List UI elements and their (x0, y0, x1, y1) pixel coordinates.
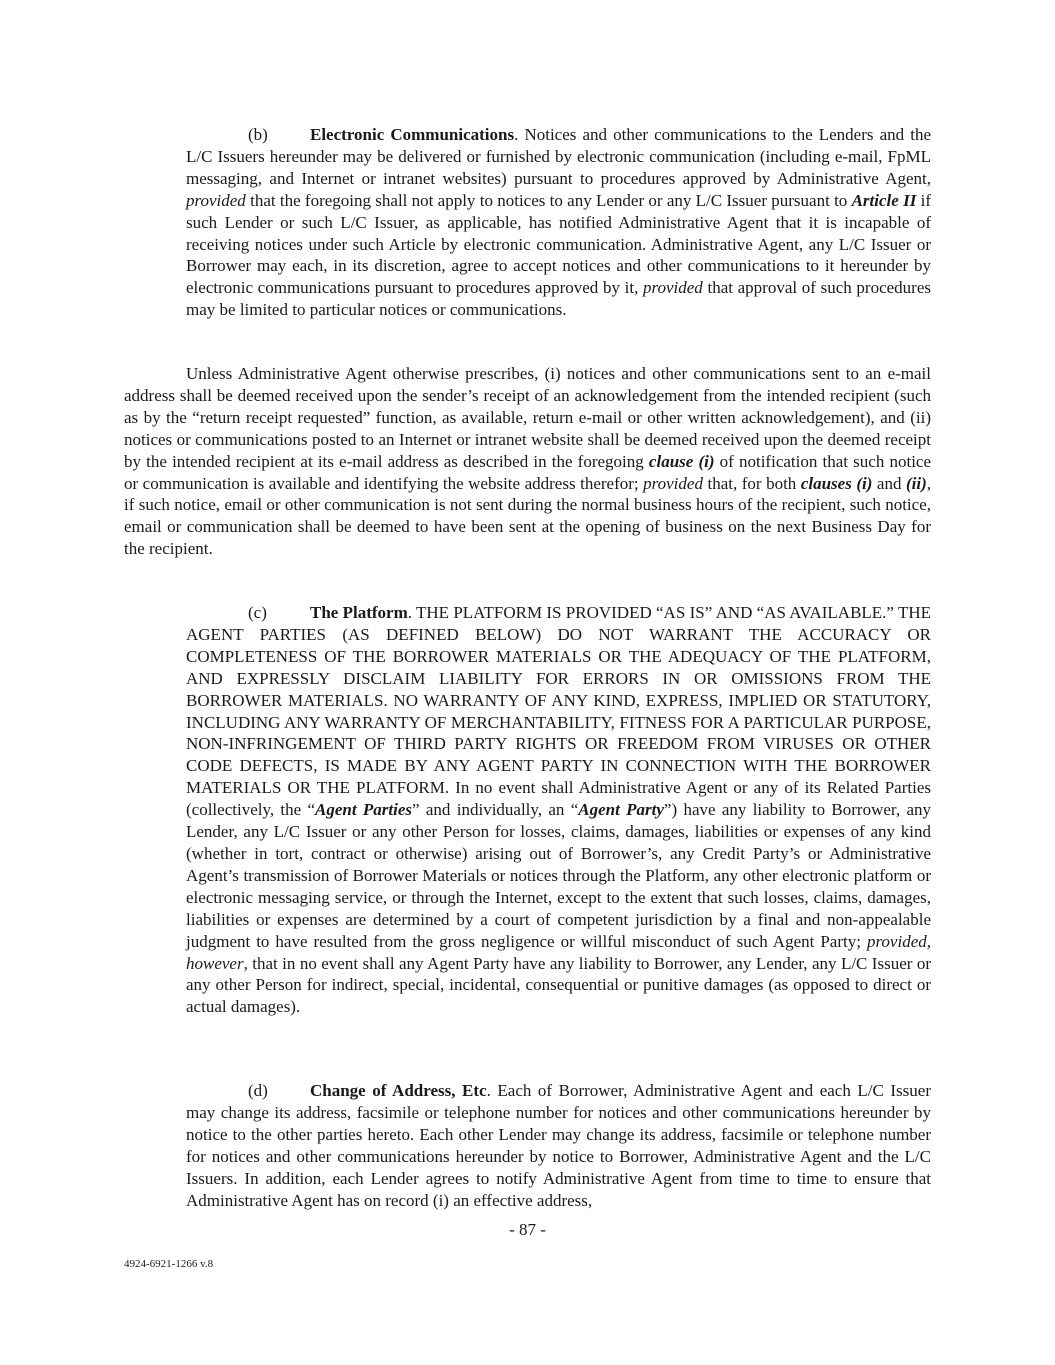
paragraph-unless-prescribes: Unless Administrative Agent otherwise prescribes, (i) notices and other communications sent to an e-mail address shall be deemed received upon the sender’s receipt of an acknowledgement from the intended recipient (such as by the “return receipt requested” function, as available, return e-mail or other written acknowledgement), and (ii) notices or communications posted to an Internet or intranet website shall be deemed received upon the deemed receipt by the intended recipient at its e-mail address as described in the foregoing clause (i) of notification that such notice or communication is available and identifying the website address therefor; provided that, for both clauses (i) and (ii), if such notice, email or other communication is not sent during the normal business hours of the recipient, such notice, email or communication shall be deemed to have been sent at the opening of business on the next Business Day for the recipient. (124, 364, 932, 559)
document-id: 4924-6921-1266 v.8 (124, 1258, 214, 1270)
section-c-the-platform: (c) The Platform. THE PLATFORM IS PROVIDED “AS IS” AND “AS AVAILABLE.” THE AGENT PARTIES (AS DEFINED BELOW) DO NOT WARRANT THE ACCURACY OR COMPLETENESS OF THE BORROWER MATERIALS OR THE ADEQUACY OF THE PLATFORM, AND EXPRESSLY DISCLAIM LIABILITY FOR ERRORS IN OR OMISSIONS FROM THE BORROWER MATERIALS. NO WARRANTY OF ANY KIND, EXPRESS, IMPLIED OR STATUTORY, INCLUDING ANY WARRANTY OF MERCHANTABILITY, FITNESS FOR A PARTICULAR PURPOSE, NON-INFRINGEMENT OF THIRD PARTY RIGHTS OR FREEDOM FROM VIRUSES OR OTHER CODE DEFECTS, IS MADE BY ANY AGENT PARTY IN CONNECTION WITH THE BORROWER MATERIALS OR THE PLATFORM. In no event shall Administrative Agent or any of its Related Parties (collectively, the “Agent Parties” and individually, an “Agent Party”) have any liability to Borrower, any Lender, any L/C Issuer or any other Person for losses, claims, damages, liabilities or expenses of any kind (whether in tort, contract or otherwise) arising out of Borrower’s, any Credit Party’s or Administrative Agent’s transmission of Borrower Materials or notices through the Platform, any other electronic platform or electronic messaging service, or through the Internet, except to the extent that such losses, claims, damages, liabilities or expenses are determined by a court of competent jurisdiction by a final and non-appealable judgment to have resulted from the gross negligence or willful misconduct of such Agent Party; provided, however, that in no event shall any Agent Party have any liability to Borrower, any Lender, any L/C Issuer or any other Person for indirect, special, incidental, consequential or punitive damages (as opposed to direct or actual damages). (186, 603, 931, 1017)
section-label: (b) (248, 125, 268, 144)
page-number: - 87 - (509, 1220, 546, 1239)
section-label: (d) (248, 1081, 268, 1100)
section-label: (c) (248, 603, 267, 622)
section-d-change-of-address: (d) Change of Address, Etc. Each of Borrower, Administrative Agent and each L/C Issuer may change its address, facsimile or telephone number for notices and other communications hereunder by notice to the other parties hereto. Each other Lender may change its address, facsimile or telephone number for notices and other communications hereunder by notice to Borrower, Administrative Agent and the L/C Issuers. In addition, each Lender agrees to notify Administrative Agent from time to time to ensure that Administrative Agent has on record (i) an effective address, (186, 1081, 931, 1210)
article-reference: Article II (851, 190, 917, 210)
section-heading: Electronic Communications (310, 125, 515, 144)
section-heading: Change of Address, Etc (310, 1081, 487, 1100)
section-b-electronic-communications: (b) Electronic Communications. Notices and other communications to the Lenders and the L/C Issuers hereunder may be delivered or furnished by electronic communication (including e-mail, FpML messaging, and Internet or intranet websites) pursuant to procedures approved by Administrative Agent, provided that the foregoing shall not apply to notices to any Lender or any L/C Issuer pursuant to Article II if such Lender or such L/C Issuer, as applicable, has notified Administrative Agent that it is incapable of receiving notices under such Article by electronic communication. Administrative Agent, any L/C Issuer or Borrower may each, in its discretion, agree to accept notices and other communications to it hereunder by electronic communications pursuant to procedures approved by it, provided that approval of such procedures may be limited to particular notices or communications. (186, 125, 931, 320)
section-heading: The Platform (310, 603, 408, 622)
